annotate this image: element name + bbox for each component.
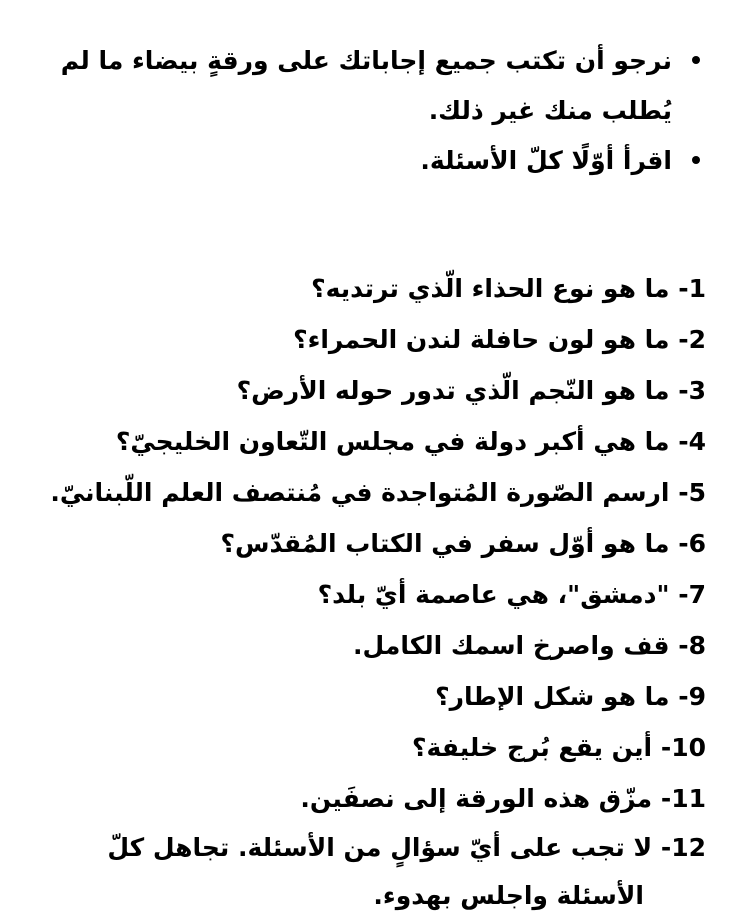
question-item: 10- أين يقع بُرج خليفة؟ xyxy=(412,733,706,762)
instructions-list xyxy=(30,36,706,186)
question-item: 4- ما هي أكبر دولة في مجلس التّعاون الخليجيّ؟ xyxy=(115,427,706,456)
instruction-text: اقرأ أوّلًا كلّ الأسئلة. xyxy=(420,146,672,175)
questions-list xyxy=(30,263,706,920)
question-item: 11- مزّق هذه الورقة إلى نصفَين. xyxy=(300,784,706,813)
instruction-text: نرجو أن تكتب جميع إجاباتك على ورقةٍ بيضاء ما لم يُطلب منك غير ذلك. xyxy=(60,46,672,125)
question-item: 3- ما هو النّجم الّذي تدور حوله الأرض؟ xyxy=(236,376,706,405)
question-item: 7- "دمشق"، هي عاصمة أيّ بلد؟ xyxy=(317,580,706,609)
bullet-icon xyxy=(692,56,700,64)
question-item: 12- لا تجب على أيّ سؤالٍ من الأسئلة. تجاهل كلّ الأسئلة واجلس بهدوء. xyxy=(107,833,706,910)
question-item: 9- ما هو شكل الإطار؟ xyxy=(435,682,706,711)
question-item: 1- ما هو نوع الحذاء الّذي ترتديه؟ xyxy=(311,274,706,303)
question-item: 2- ما هو لون حافلة لندن الحمراء؟ xyxy=(293,325,706,354)
bullet-icon xyxy=(692,156,700,164)
question-item: 8- قف واصرخ اسمك الكامل. xyxy=(353,631,706,660)
instruction-item xyxy=(30,136,706,186)
instruction-item xyxy=(30,36,706,136)
question-item: 5- ارسم الصّورة المُتواجدة في مُنتصف العلم اللّبنانيّ. xyxy=(50,478,706,507)
question-item: 6- ما هو أوّل سفر في الكتاب المُقدّس؟ xyxy=(220,529,706,558)
